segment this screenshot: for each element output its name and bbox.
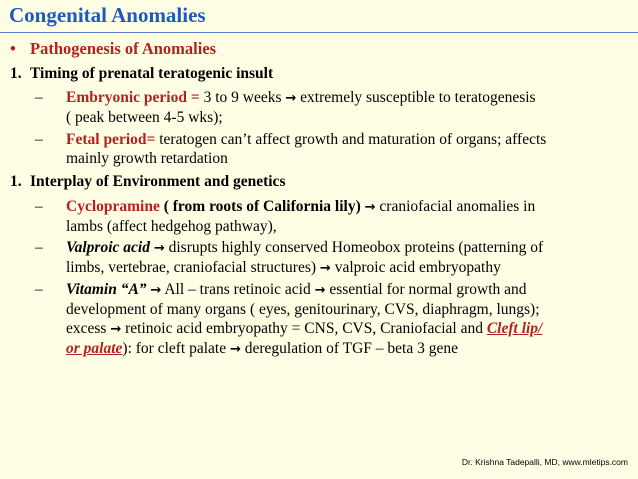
section-2-heading <box>10 173 285 191</box>
title-divider <box>0 32 638 33</box>
heading-pathogenesis <box>10 39 216 59</box>
term-cleft-lip: Cleft lip/ <box>486 320 543 337</box>
dash-icon: – <box>35 281 43 298</box>
arrow-right-icon: → <box>285 91 297 106</box>
arrow-right-icon: → <box>319 261 331 276</box>
term-fetal: Fetal period= <box>66 131 156 148</box>
term-cyclopramine: Cyclopramine <box>66 198 160 215</box>
term-embryonic: Embryonic period = <box>66 89 200 106</box>
term-cleft-palate: or palate <box>66 340 123 357</box>
dash-icon: – <box>35 89 43 106</box>
arrow-right-icon: → <box>150 283 162 298</box>
arrow-right-icon: → <box>314 283 326 298</box>
item-embryonic-period: – Embryonic period = 3 to 9 weeks → extremely susceptible to teratogenesis ( peak between 4-5 wks); <box>35 89 536 126</box>
footer-credit: Dr. Krishna Tadepalli, MD, www.mletips.com <box>461 457 628 467</box>
heading-text: Pathogenesis of Anomalies <box>30 39 217 58</box>
arrow-right-icon: → <box>229 342 241 357</box>
section-number: 1. <box>10 65 22 82</box>
term-valproic: Valproic acid <box>66 239 150 256</box>
section-title: Interplay of Environment and genetics <box>30 173 286 190</box>
dash-icon: – <box>35 239 43 256</box>
item-cyclopramine: – Cyclopramine ( from roots of California lily) → craniofacial anomalies in lambs (affect hedgehog pathway), <box>35 198 536 235</box>
item-valproic-acid: – Valproic acid → disrupts highly conserved Homeobox proteins (patterning of limbs, vertebrae, craniofacial structures) → valproic acid embryopathy <box>35 239 544 276</box>
dash-icon: – <box>35 131 43 148</box>
term-vitamin-a: Vitamin “A” <box>66 281 147 298</box>
item-fetal-period: – Fetal period= teratogen can’t affect growth and maturation of organs; affects mainly growth retardation <box>35 131 547 167</box>
slide-title: Congenital Anomalies <box>9 3 206 27</box>
arrow-right-icon: → <box>153 241 165 256</box>
arrow-right-icon: → <box>364 200 376 215</box>
section-1-heading <box>10 65 273 83</box>
arrow-right-icon: → <box>110 322 122 337</box>
bullet-icon: • <box>10 39 16 58</box>
dash-icon: – <box>35 198 43 215</box>
section-title: Timing of prenatal teratogenic insult <box>30 65 274 82</box>
section-number: 1. <box>10 173 22 190</box>
item-vitamin-a: – Vitamin “A” → All – trans retinoic acid → essential for normal growth and development of many organs ( eyes, genitourinary, CVS, diaphragm, lungs); excess → retinoic acid embryopathy = CNS, CVS, Craniofacial and Cleft lip/ or palate): for cleft palate → deregulation of TGF – beta 3 gene <box>35 281 543 357</box>
